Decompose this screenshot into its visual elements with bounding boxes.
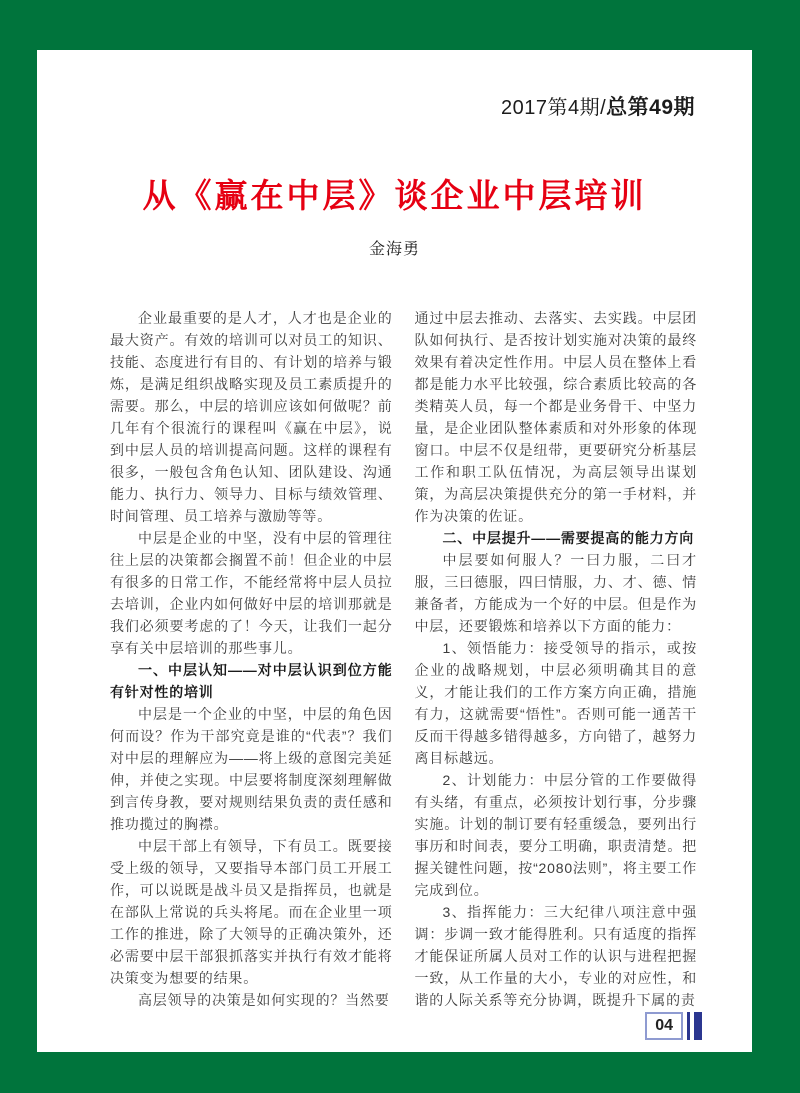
- paragraph: 1、领悟能力：接受领导的指示，或按企业的战略规划，中层必须明确其目的意义，才能让我们的工作方案方向正确，措施有力，这就需要“悟性”。否则可能一通苦干反而干得越多错得越多，方向错了，越努力离目标越远。: [414, 640, 697, 766]
- paragraph: 3、指挥能力：三大纪律八项注意中强调：步调一致才能得胜利。只有适度的指挥才能保证所属人员对工作的认识与进程把握一致，从工作量的大小，专业的对应性，和谐的人际关系等充分协调，既提升下属的责: [414, 904, 697, 1008]
- paragraph: 中层干部上有领导，下有员工。既要接受上级的领导，又要指导本部门员工开展工作，可以说既是战斗员又是指挥员，也就是在部队上常说的兵头将尾。而在企业里一项工作的推进，除了大领导的正确决策外，还必需要中层干部狠抓落实并执行有效才能将决策变为想要的结果。: [110, 838, 393, 986]
- article-title: 从《赢在中层》谈企业中层培训: [142, 177, 647, 214]
- section-heading-2: 二、中层提升——需要提高的能力方向: [442, 530, 695, 546]
- left-column: [110, 307, 393, 1011]
- paragraph: 中层是一个企业的中坚，中层的角色因何而设？作为干部究竟是谁的“代表”？我们对中层的理解应为——将上级的意图完美延伸，并使之实现。中层要将制度深刻理解做到言传身教，要对规则结果负责的责任感和推功揽过的胸襟。: [110, 706, 393, 832]
- paragraph: 中层是企业的中坚，没有中层的管理往往上层的决策都会搁置不前！但企业的中层有很多的日常工作，不能经常将中层人员拉去培训，企业内如何做好中层的培训那就是我们必须要考虑的了！今天，让我们一起分享有关中层培训的那些事儿。: [110, 530, 393, 656]
- paragraph-continued: 通过中层去推动、去落实、去实践。中层团队如何执行、是否按计划实施对决策的最终效果有着决定性作用。中层人员在整体上看都是能力水平比较强，综合素质比较高的各类精英人员，每一个都是业务骨干、中坚力量，是企业团队整体素质和对外形象的体现窗口。中层不仅是纽带，更要研究分析基层工作和职工队伍情况，为高层领导出谋划策，为高层决策提供充分的第一手材料，并作为决策的佐证。: [414, 310, 697, 524]
- page-number: 04: [645, 1012, 683, 1040]
- paragraph: 高层领导的决策是如何实现的？当然要: [138, 992, 390, 1008]
- issue-info-regular: 2017第4期/: [500, 97, 607, 119]
- article-body: [110, 307, 697, 1011]
- page-number-group: [645, 1012, 702, 1040]
- paragraph: 中层要如何服人？一曰力服，二曰才服，三曰德服，四曰情服，力、才、德、情兼备者，方能成为一个好的中层。但是作为中层，还要锻炼和培养以下方面的能力：: [414, 552, 697, 634]
- magazine-page: [37, 50, 752, 1052]
- section-heading-1: 一、中层认知——对中层认识到位方能有针对性的培训: [110, 662, 393, 700]
- paragraph: 2、计划能力：中层分管的工作要做得有头绪，有重点，必须按计划行事，分步骤实施。计划的制订要有轻重缓急，要列出行事历和时间表，要分工明确，职责清楚。把握关键性问题，按“2080法则”，将主要工作完成到位。: [414, 772, 697, 898]
- paragraph: 企业最重要的是人才，人才也是企业的最大资产。有效的培训可以对员工的知识、技能、态度进行有目的、有计划的培养与锻炼，是满足组织战略实现及员工素质提升的需要。那么，中层的培训应该如何做呢？前几年有个很流行的课程叫《赢在中层》，说到中层人员的培训提高问题。这样的课程有很多，一般包含角色认知、团队建设、沟通能力、执行力、领导力、目标与绩效管理、时间管理、员工培养与激励等等。: [110, 310, 393, 524]
- footer-bar-thick: [694, 1012, 702, 1040]
- right-column: [415, 307, 698, 1011]
- issue-info: [501, 91, 695, 121]
- footer-bar-thin: [687, 1012, 690, 1040]
- issue-info-bold: 总第49期: [606, 96, 695, 119]
- article-author: 金海勇: [368, 241, 420, 258]
